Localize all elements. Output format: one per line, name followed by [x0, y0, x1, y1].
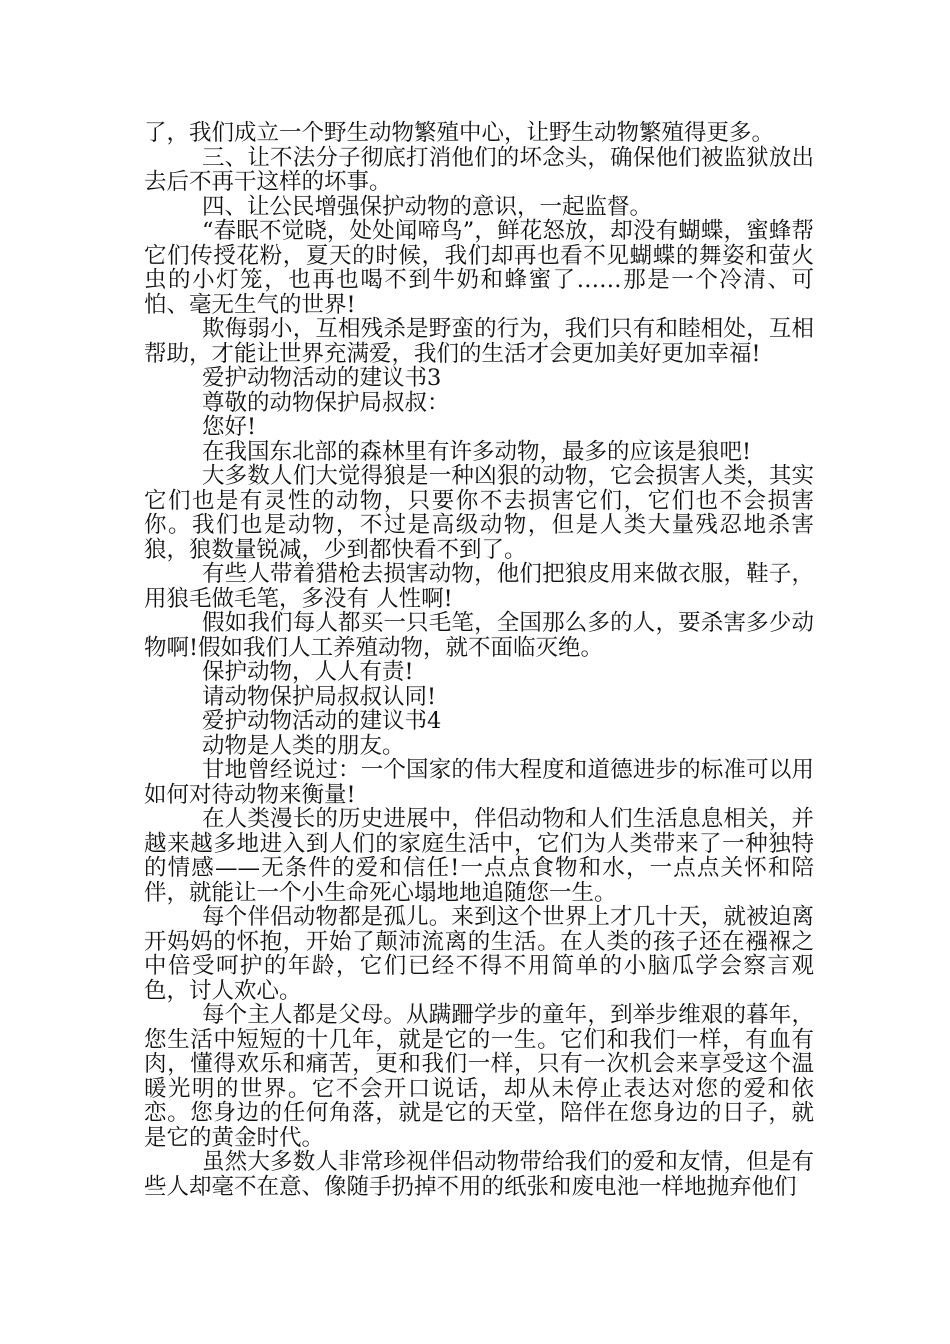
paragraph: 欺侮弱小，互相残杀是野蛮的行为，我们只有和睦相处，互相帮助，才能让世界充满爱，我们的生活才会更加美好更加幸福! [144, 316, 814, 367]
paragraph: “春眠不觉晓，处处闻啼鸟”，鲜花怒放，却没有蝴蝶，蜜蜂帮它们传授花粉，夏天的时候，我们却再也看不见蝴蝶的舞姿和萤火虫的小灯笼，也再也喝不到牛奶和蜂蜜了……那是一个冷清、可怕、毫无生气的世界! [144, 218, 814, 318]
paragraph: 虽然大多数人非常珍视伴侣动物带给我们的爱和友情，但是有些人却毫不在意、像随手扔掉不用的纸张和废电池一样地抛弃他们 [144, 1149, 814, 1200]
paragraph: 动物是人类的朋友。 [202, 732, 405, 759]
paragraph: 有些人带着猎枪去损害动物，他们把狼皮用来做衣服，鞋子，用狼毛做毛笔，多没有 人性啊! [144, 561, 814, 612]
paragraph: 甘地曾经说过：一个国家的伟大程度和道德进步的标准可以用如何对待动物来衡量! [144, 757, 814, 808]
paragraph: 大多数人们大觉得狼是一种凶狠的动物，它会损害人类，其实它们也是有灵性的动物，只要你不去损害它们，它们也不会损害你。我们也是动物，不过是高级动物，但是人类大量残忍地杀害狼，狼数量锐减，少到都快看不到了。 [144, 463, 814, 563]
section-heading: 爱护动物活动的建议书4 [202, 708, 442, 734]
paragraph: 了，我们成立一个野生动物繁殖中心，让野生动物繁殖得更多。 [144, 120, 775, 146]
paragraph: 每个伴侣动物都是孤儿。来到这个世界上才几十天，就被迫离开妈妈的怀抱，开始了颠沛流离的生活。在人类的孩子还在襁褓之中倍受呵护的年龄，它们已经不得不用简单的小脑瓜学会察言观色，讨人欢心。 [144, 904, 814, 1004]
paragraph: 每个主人都是父母。从蹒跚学步的童年，到举步维艰的暮年，您生活中短短的十几年，就是它的一生。它们和我们一样，有血有肉，懂得欢乐和痛苦，更和我们一样，只有一次机会来享受这个温暖光明的世界。它不会开口说话，却从未停止表达对您的爱和依恋。您身边的任何角落，就是它的天堂，陪伴在您身边的日子，就是它的黄金时代。 [144, 1002, 814, 1151]
paragraph: 请动物保护局叔叔认同! [202, 683, 437, 710]
paragraph: 四、让公民增强保护动物的意识，一起监督。 [202, 193, 653, 220]
paragraph: 保护动物，人人有责! [202, 659, 414, 685]
greeting: 您好! [202, 414, 257, 440]
paragraph: 在人类漫长的历史进展中，伴侣动物和人们生活息息相关，并越来越多地进入到人们的家庭生活中，它们为人类带来了一种独特的情感——无条件的爱和信任!一点点食物和水，一点点关怀和陪伴，就能让一个小生命死心塌地地追随您一生。 [144, 806, 814, 906]
document-body [144, 121, 814, 1199]
paragraph: 假如我们每人都买一只毛笔，全国那么多的人，要杀害多少动物啊!假如我们人工养殖动物，就不面临灭绝。 [144, 610, 814, 661]
paragraph: 三、让不法分子彻底打消他们的坏念头，确保他们被监狱放出去后不再干这样的坏事。 [144, 144, 814, 195]
salutation: 尊敬的动物保护局叔叔： [202, 389, 450, 416]
paragraph: 在我国东北部的森林里有许多动物，最多的应该是狼吧! [202, 438, 752, 465]
section-heading: 爱护动物活动的建议书3 [202, 365, 442, 391]
